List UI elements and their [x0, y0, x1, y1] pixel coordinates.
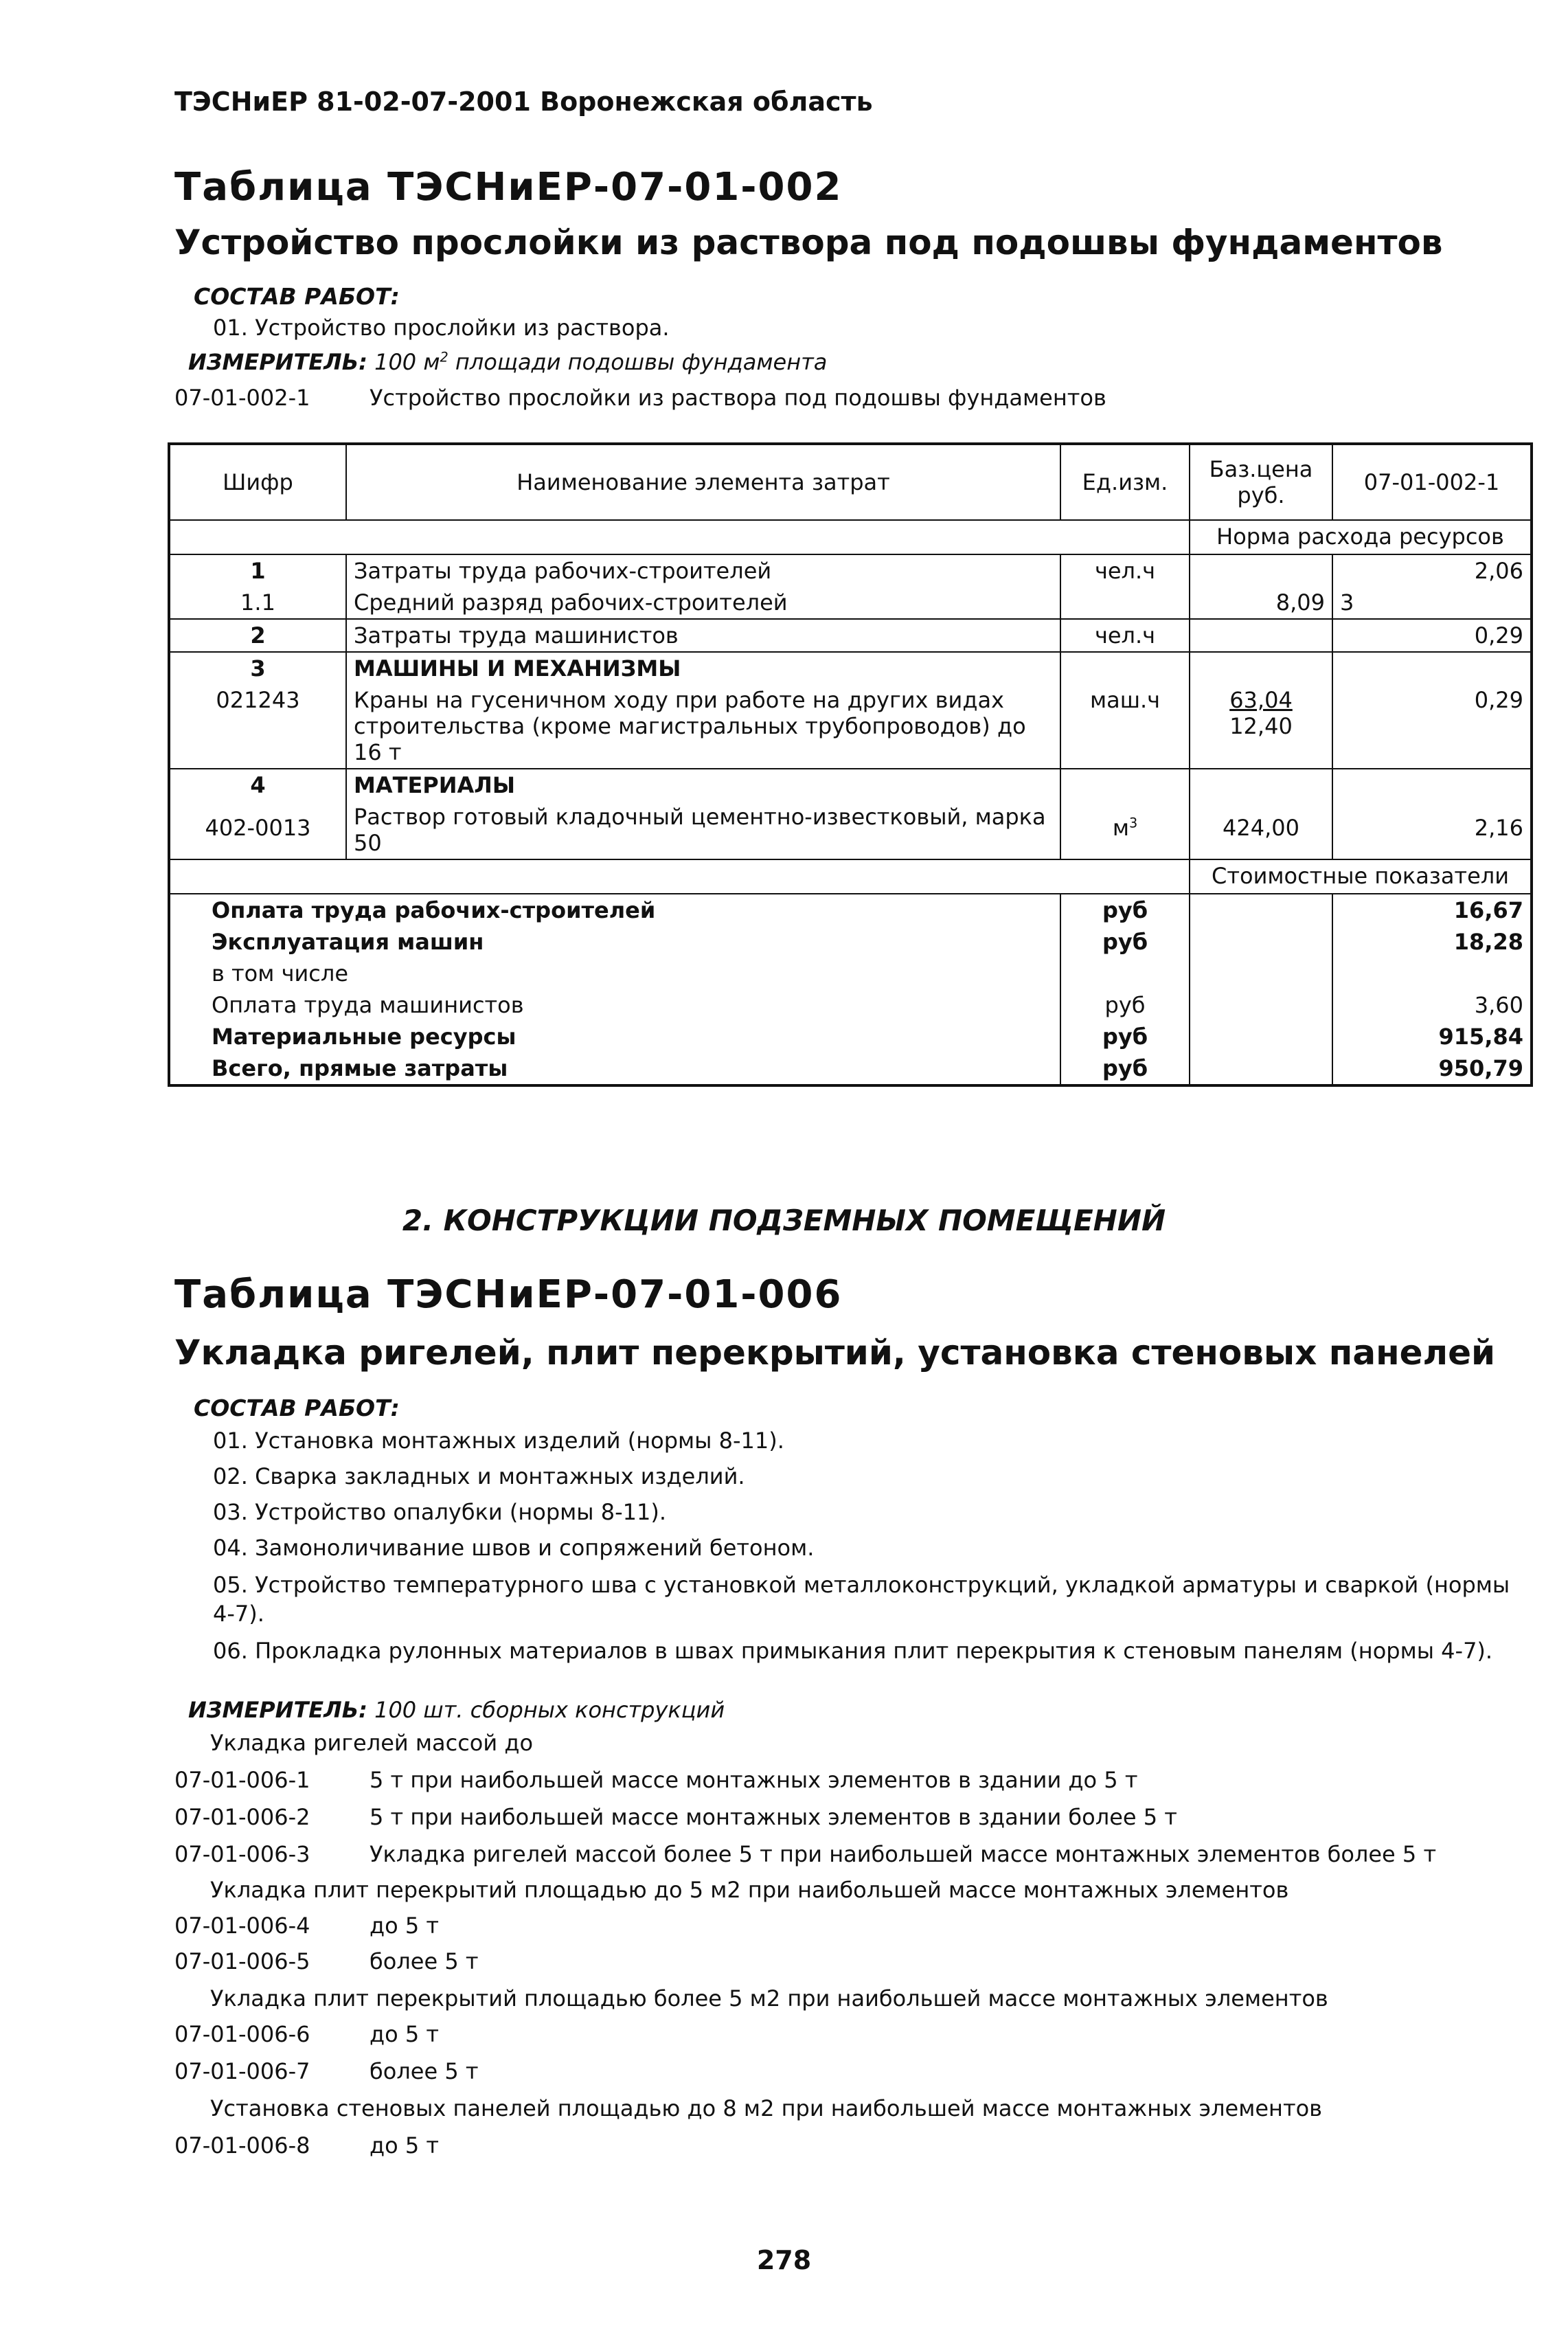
- summary-row: [169, 1052, 1532, 1085]
- norm-section-row: [169, 520, 1532, 554]
- row-cipher: 021243: [169, 684, 346, 769]
- item-code: 07-01-006-8: [174, 2132, 310, 2159]
- summary-unit: руб: [1060, 1052, 1190, 1085]
- table1-meter-label: ИЗМЕРИТЕЛЬ:: [188, 349, 367, 375]
- item-desc: 5 т при наибольшей массе монтажных элементов в здании более 5 т: [370, 1804, 1177, 1830]
- table2-work-item: 02. Сварка закладных и монтажных изделий.: [213, 1463, 745, 1489]
- row-cipher: 1: [169, 554, 346, 587]
- table-row: [169, 801, 1532, 859]
- item-code: 07-01-006-3: [174, 1841, 310, 1867]
- table1-item-desc: Устройство прослойки из раствора под подошвы фундаментов: [370, 385, 1106, 411]
- summary-unit: руб: [1060, 989, 1190, 1021]
- summary-row: [169, 989, 1532, 1021]
- row-value: 0,29: [1332, 619, 1532, 652]
- row-unit: маш.ч: [1060, 684, 1190, 769]
- summary-unit: [1060, 958, 1190, 989]
- table2-work-item: 04. Замоноличивание швов и сопряжений бетоном.: [213, 1535, 815, 1561]
- item-code: 07-01-006-2: [174, 1804, 310, 1830]
- item-code: 07-01-006-5: [174, 1948, 310, 1974]
- row-cipher: 4: [169, 769, 346, 801]
- row-unit: чел.ч: [1060, 619, 1190, 652]
- summary-label: Материальные ресурсы: [169, 1021, 1060, 1052]
- summary-row: [169, 926, 1532, 958]
- row-name: МАШИНЫ И МЕХАНИЗМЫ: [346, 652, 1060, 684]
- row-unit: [1060, 652, 1190, 684]
- table1-works-label: СОСТАВ РАБОТ:: [194, 283, 400, 310]
- item-desc: до 5 т: [370, 1913, 440, 1939]
- row-price: [1190, 769, 1332, 801]
- table-row: [169, 769, 1532, 801]
- table2-work-item: 01. Установка монтажных изделий (нормы 8-11).: [213, 1428, 784, 1454]
- summary-row: [169, 894, 1532, 926]
- table2-work-item: 05. Устройство температурного шва с установкой металлоконструкций, укладкой арматуры и сваркой (нормы: [213, 1572, 1510, 1598]
- row-cipher: 3: [169, 652, 346, 684]
- summary-label: Оплата труда машинистов: [169, 989, 1060, 1021]
- summary-value: 3,60: [1332, 989, 1532, 1021]
- item-code: 07-01-006-7: [174, 2058, 310, 2084]
- row-name: МАТЕРИАЛЫ: [346, 769, 1060, 801]
- table2-work-item: 03. Устройство опалубки (нормы 8-11).: [213, 1499, 667, 1525]
- table1-meter-value: 100 $м^2$ площади подошвы фундамента: [374, 349, 828, 375]
- norms-table: [168, 442, 1533, 1087]
- item-desc: до 5 т: [370, 2021, 440, 2047]
- row-cipher: 2: [169, 619, 346, 652]
- header-unit: Ед.изм.: [1060, 444, 1190, 520]
- section-heading: 2. КОНСТРУКЦИИ ПОДЗЕМНЫХ ПОМЕЩЕНИЙ: [402, 1204, 1166, 1237]
- row-price: 8,09: [1190, 587, 1332, 619]
- table2-work-item: 06. Прокладка рулонных материалов в швах примыкания плит перекрытия к стеновым панелям (нормы 4-7).: [213, 1638, 1493, 1664]
- row-name: Затраты труда машинистов: [346, 619, 1060, 652]
- item-desc: более 5 т: [370, 2058, 479, 2084]
- row-price: [1190, 554, 1332, 587]
- norm-section-label: Норма расхода ресурсов: [1190, 520, 1532, 554]
- row-unit: [1060, 587, 1190, 619]
- table-row: [169, 684, 1532, 769]
- table-row: [169, 554, 1532, 587]
- row-price: 424,00: [1190, 801, 1332, 859]
- row-price: [1190, 619, 1332, 652]
- summary-label: в том числе: [169, 958, 1060, 989]
- item-desc: до 5 т: [370, 2132, 440, 2159]
- item-desc: более 5 т: [370, 1948, 479, 1974]
- header-name: Наименование элемента затрат: [346, 444, 1060, 520]
- group-title: Укладка ригелей массой до: [210, 1730, 534, 1756]
- summary-label: Эксплуатация машин: [169, 926, 1060, 958]
- table2-code-title: Таблица ТЭСНиЕР-07-01-006: [174, 1272, 843, 1317]
- row-price-secondary: 12,40: [1229, 713, 1293, 739]
- row-value: 3: [1332, 587, 1532, 619]
- row-value: 2,06: [1332, 554, 1532, 587]
- row-price: [1190, 652, 1332, 684]
- group-title: Укладка плит перекрытий площадью до 5 м2 при наибольшей массе монтажных элементов: [210, 1877, 1289, 1903]
- summary-unit: руб: [1060, 1021, 1190, 1052]
- group-title: Укладка плит перекрытий площадью более 5 м2 при наибольшей массе монтажных элементов: [210, 1985, 1328, 2011]
- row-unit: [1060, 769, 1190, 801]
- summary-row: [169, 958, 1532, 989]
- summary-value: 18,28: [1332, 926, 1532, 958]
- row-price: [1190, 684, 1332, 769]
- row-value: 2,16: [1332, 801, 1532, 859]
- table1-item-code: 07-01-002-1: [174, 385, 310, 411]
- summary-value: 915,84: [1332, 1021, 1532, 1052]
- cost-section-label: Стоимостные показатели: [1190, 859, 1532, 894]
- summary-row: [169, 1021, 1532, 1052]
- row-name: Раствор готовый кладочный цементно-известковый, марка 50: [346, 801, 1060, 859]
- row-name: Затраты труда рабочих-строителей: [346, 554, 1060, 587]
- cost-section-row: [169, 859, 1532, 894]
- summary-label: Оплата труда рабочих-строителей: [169, 894, 1060, 926]
- table-row: [169, 652, 1532, 684]
- document-header: ТЭСНиЕР 81-02-07-2001 Воронежская область: [174, 87, 873, 117]
- item-code: 07-01-006-1: [174, 1767, 310, 1793]
- summary-value: 16,67: [1332, 894, 1532, 926]
- row-price-main: 63,04: [1229, 687, 1293, 713]
- page-number: 278: [756, 2245, 812, 2275]
- table-row: [169, 587, 1532, 619]
- row-name: Средний разряд рабочих-строителей: [346, 587, 1060, 619]
- table2-subtitle: Укладка ригелей, плит перекрытий, установка стеновых панелей: [174, 1333, 1496, 1373]
- header-cipher: Шифр: [169, 444, 346, 520]
- table1-code-title: Таблица ТЭСНиЕР-07-01-002: [174, 165, 843, 210]
- table2-meter-value: 100 шт. сборных конструкций: [374, 1697, 725, 1723]
- group-title: Установка стеновых панелей площадью до 8 м2 при наибольшей массе монтажных элементов: [210, 2095, 1323, 2121]
- row-unit: чел.ч: [1060, 554, 1190, 587]
- header-norm-code: 07-01-002-1: [1332, 444, 1532, 520]
- row-value: [1332, 652, 1532, 684]
- row-value: 0,29: [1332, 684, 1532, 769]
- header-base-price: Баз.цена руб.: [1190, 444, 1332, 520]
- item-desc: 5 т при наибольшей массе монтажных элементов в здании до 5 т: [370, 1767, 1138, 1793]
- table2-work-item-continued: 4-7).: [213, 1601, 264, 1627]
- item-code: 07-01-006-4: [174, 1913, 310, 1939]
- summary-unit: руб: [1060, 926, 1190, 958]
- summary-unit: руб: [1060, 894, 1190, 926]
- table2-meter: [188, 1697, 725, 1723]
- table1-meter: [188, 349, 827, 375]
- item-desc: Укладка ригелей массой более 5 т при наибольшей массе монтажных элементов более 5 т: [370, 1841, 1437, 1867]
- table-header-row: [169, 444, 1532, 520]
- table2-meter-label: ИЗМЕРИТЕЛЬ:: [188, 1697, 367, 1723]
- summary-value: 950,79: [1332, 1052, 1532, 1085]
- row-cipher: 1.1: [169, 587, 346, 619]
- table2-works-label: СОСТАВ РАБОТ:: [194, 1395, 400, 1421]
- table1-work-item: 01. Устройство прослойки из раствора.: [213, 315, 670, 341]
- row-cipher: 402-0013: [169, 801, 346, 859]
- summary-value: [1332, 958, 1532, 989]
- summary-label: Всего, прямые затраты: [169, 1052, 1060, 1085]
- table-row: [169, 619, 1532, 652]
- row-name: Краны на гусеничном ходу при работе на других видах строительства (кроме магистральных трубопроводов) до 16 т: [346, 684, 1060, 769]
- table1-subtitle: Устройство прослойки из раствора под подошвы фундаментов: [174, 223, 1443, 262]
- item-code: 07-01-006-6: [174, 2021, 310, 2047]
- row-value: [1332, 769, 1532, 801]
- row-unit: $м^3$: [1060, 801, 1190, 859]
